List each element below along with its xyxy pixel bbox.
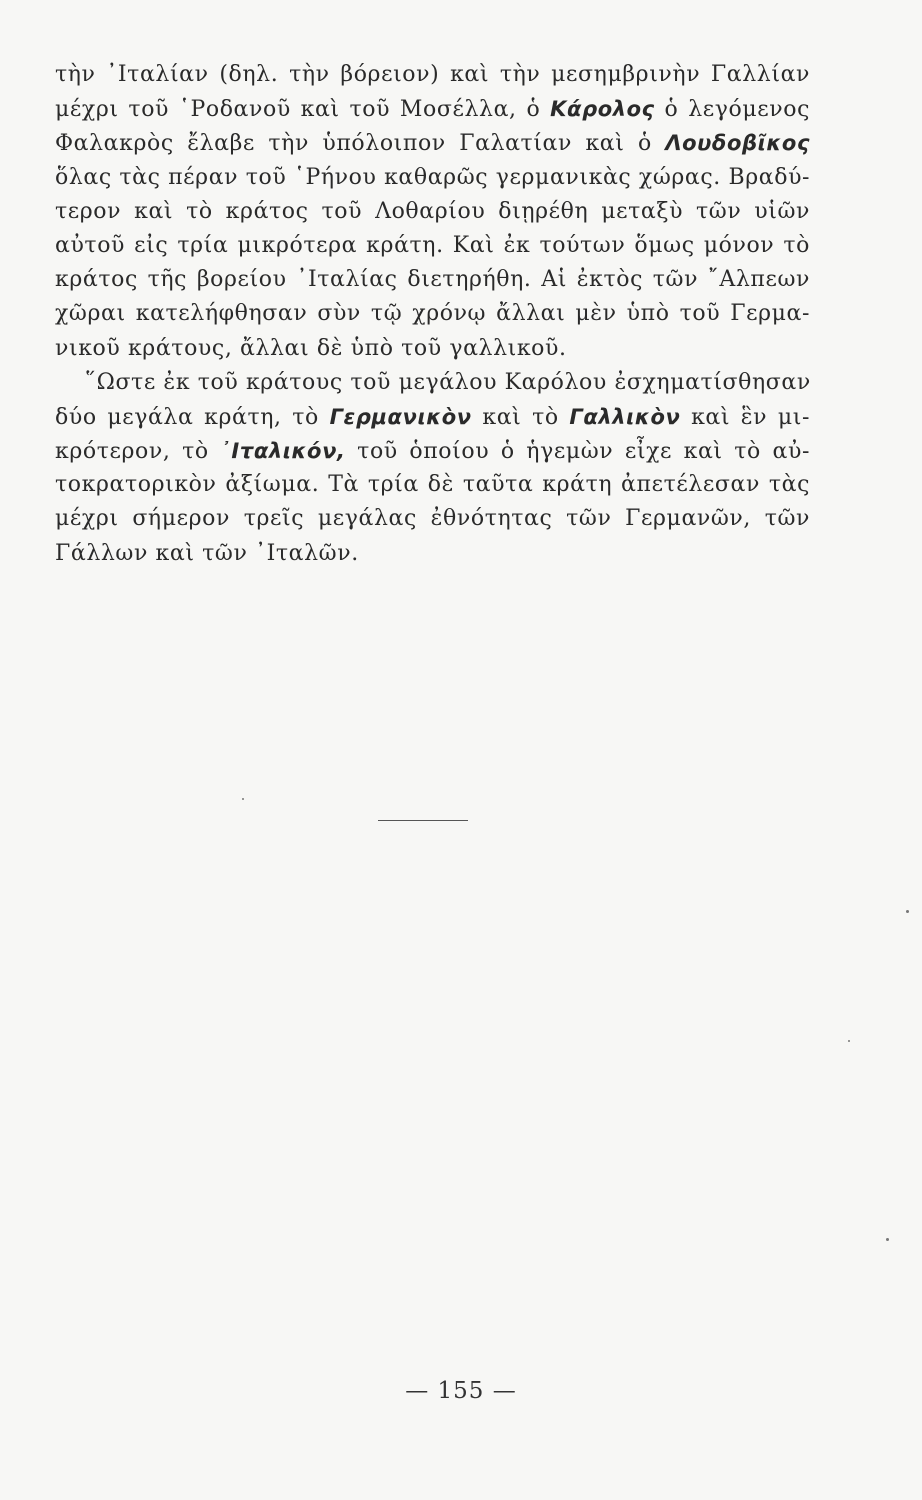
text-line xyxy=(55,297,810,331)
text-run: τοῦ ὁποίου ὁ ἡγεμὼν εἶχε καὶ τὸ αὐ- xyxy=(345,439,810,465)
text-line xyxy=(55,468,810,502)
emphasized-name: Κάρολος xyxy=(550,97,655,122)
text-run: Φαλακρὸς ἔλαβε τὴν ὑπόλοιπον Γαλατίαν καὶ ὁ xyxy=(55,131,666,157)
emphasized-name: ᾿Ιταλικόν, xyxy=(220,439,346,464)
scan-speck xyxy=(848,1040,850,1042)
text-line xyxy=(55,366,810,400)
scan-speck xyxy=(886,1238,889,1241)
text-run: ὅλας τὰς πέραν τοῦ ῾Ρήνου καθαρῶς γερμανικὰς χώρας. Βραδύ- xyxy=(55,164,811,190)
text-run: ὁ λεγόμενος xyxy=(654,97,810,123)
text-run: τερον καὶ τὸ κράτος τοῦ Λοθαρίου διῃρέθη μεταξὺ τῶν υἱῶν xyxy=(55,198,810,224)
section-divider xyxy=(378,820,468,821)
text-line xyxy=(55,502,810,536)
text-run: μέχρι τοῦ ῾Ροδανοῦ καὶ τοῦ Μοσέλλα, ὁ xyxy=(55,97,551,123)
text-line xyxy=(55,434,810,468)
text-line xyxy=(55,537,810,571)
text-run: δύο μεγάλα κράτη, τὸ xyxy=(55,404,330,430)
text-run: κρότερον, τὸ xyxy=(55,439,221,465)
text-line xyxy=(55,92,810,126)
text-line xyxy=(55,58,810,92)
text-run: κράτος τῆς βορείου ᾿Ιταλίας διετηρήθη. Αἱ ἐκτὸς τῶν ῎Αλπεων xyxy=(55,267,810,293)
text-line xyxy=(55,161,810,195)
scan-speck xyxy=(906,910,909,913)
text-run: τοκρατορικὸν ἀξίωμα. Τὰ τρία δὲ ταῦτα κράτη ἀπετέλεσαν τὰς xyxy=(55,472,810,498)
page-number: — 155 — xyxy=(405,1378,517,1404)
text-line xyxy=(55,229,810,263)
text-run: καὶ ἓν μι- xyxy=(680,404,810,430)
text-run: μέχρι σήμερον τρεῖς μεγάλας ἐθνότητας τῶν Γερμανῶν, τῶν xyxy=(55,506,810,532)
text-line xyxy=(55,126,810,160)
text-run: αὐτοῦ εἰς τρία μικρότερα κράτη. Καὶ ἐκ τούτων ὅμως μόνον τὸ xyxy=(55,232,810,258)
emphasized-name: Λουδοβῖκος xyxy=(665,131,810,156)
text-run: νικοῦ κράτους, ἄλλαι δὲ ὑπὸ τοῦ γαλλικοῦ. xyxy=(55,335,567,361)
body-text xyxy=(55,58,810,571)
text-run: Γάλλων καὶ τῶν ᾿Ιταλῶν. xyxy=(55,540,359,566)
text-run: τὴν ᾿Ιταλίαν (δηλ. τὴν βόρειον) καὶ τὴν μεσημβρινὴν Γαλλίαν xyxy=(55,62,810,87)
text-line xyxy=(55,195,810,229)
text-run: χῶραι κατελήφθησαν σὺν τῷ χρόνῳ ἄλλαι μὲν ὑπὸ τοῦ Γερμα- xyxy=(55,301,810,327)
scan-speck xyxy=(242,798,244,800)
text-run: καὶ τὸ xyxy=(471,404,570,430)
text-line xyxy=(55,263,810,297)
text-line xyxy=(55,332,810,366)
emphasized-name: Γαλλικὸν xyxy=(569,404,681,429)
text-run: ῞Ωστε ἐκ τοῦ κράτους τοῦ μεγάλου Καρόλου ἐσχηματίσθησαν xyxy=(85,369,811,395)
emphasized-name: Γερμανικὸν xyxy=(329,404,472,429)
text-line xyxy=(55,400,810,434)
